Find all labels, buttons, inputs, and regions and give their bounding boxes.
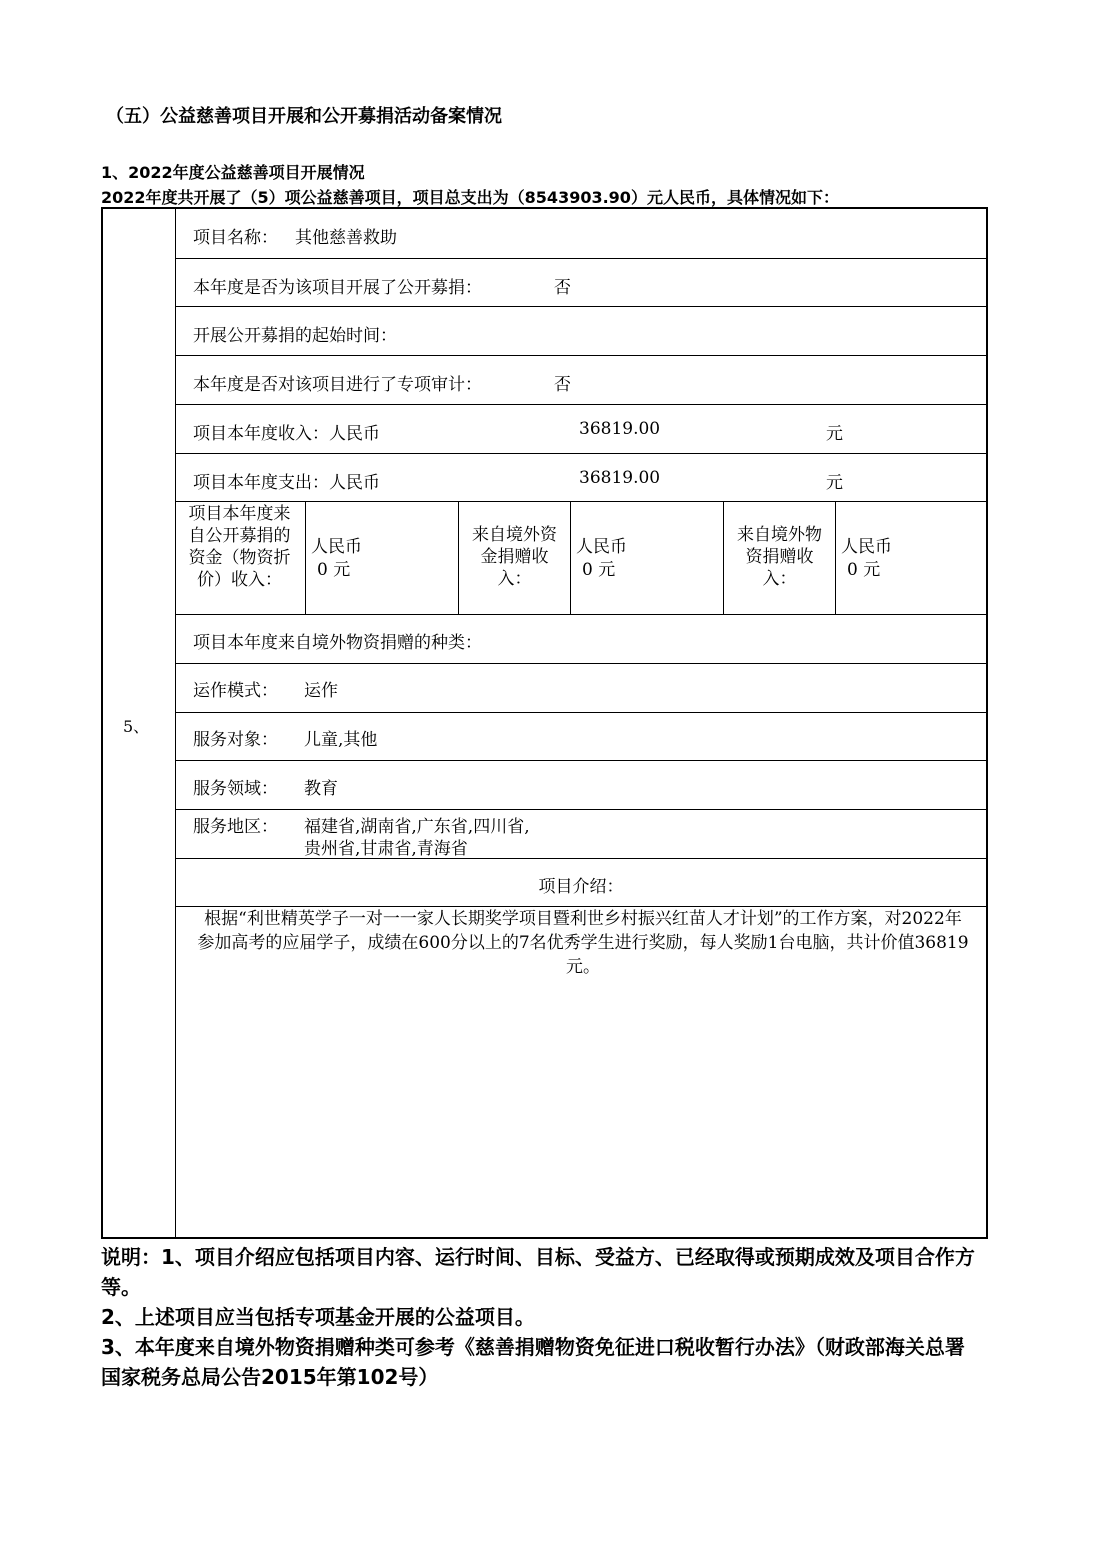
index-column	[103, 209, 176, 1237]
row-service-region	[176, 810, 986, 859]
row-public-fundraising	[176, 259, 986, 307]
funding-foreign-cash-label-cell	[459, 502, 571, 614]
special-audit-label: 本年度是否对该项目进行了专项审计：	[193, 375, 482, 395]
sub-title: 1、2022年度公益慈善项目开展情况	[101, 163, 365, 182]
funding-foreign-cash-value-cell	[571, 502, 724, 614]
note-2: 2、上述项目应当包括专项基金开展的公益项目。	[101, 1305, 535, 1329]
expense-unit: 元	[826, 473, 843, 493]
intro-text: 根据“利世精英学子一对一一家人长期奖学项目暨利世乡村振兴红苗人才计划”的工作方案，对2022年参加高考的应届学子，成绩在600分以上的7名优秀学生进行奖励，每人奖励1台电脑，共计价值36819元。	[197, 909, 969, 977]
service-field-value: 教育	[304, 779, 338, 799]
funding-foreign-cash-currency: 人民币	[576, 537, 627, 557]
funding-foreign-goods-value-cell	[836, 502, 986, 614]
income-value: 36819.00	[579, 419, 661, 439]
special-audit-value: 否	[554, 375, 571, 395]
operation-mode-label: 运作模式：	[193, 681, 278, 701]
funding-foreign-goods-label: 来自境外物资捐赠收入：	[737, 525, 822, 589]
row-expense	[176, 454, 986, 502]
funding-public-label: 项目本年度来自公开募捐的资金（物资折价）收入：	[188, 504, 291, 590]
row-special-audit	[176, 356, 986, 405]
row-operation-mode	[176, 664, 986, 713]
public-fundraising-value: 否	[554, 278, 571, 298]
row-income	[176, 405, 986, 454]
row-funding	[176, 502, 986, 615]
foreign-goods-label: 项目本年度来自境外物资捐赠的种类：	[193, 633, 482, 653]
funding-public-label-cell	[176, 502, 306, 614]
funding-foreign-goods-amount: 0 元	[847, 560, 881, 580]
notes	[101, 1242, 991, 1392]
row-fundraising-start	[176, 307, 986, 356]
operation-mode-value: 运作	[304, 681, 338, 701]
funding-public-amount: 0 元	[317, 560, 351, 580]
funding-foreign-goods-label-cell	[724, 502, 836, 614]
row-service-field	[176, 761, 986, 810]
service-region-line1: 福建省,湖南省,广东省,四川省,	[304, 817, 530, 837]
expense-label: 项目本年度支出：人民币	[193, 473, 380, 493]
row-project-name	[176, 209, 986, 259]
row-intro-body	[176, 907, 986, 1237]
funding-public-value-cell	[306, 502, 459, 614]
funding-foreign-cash-amount: 0 元	[582, 560, 616, 580]
fundraising-start-label: 开展公开募捐的起始时间：	[193, 326, 397, 346]
project-name: 其他慈善救助	[295, 228, 397, 248]
public-fundraising-label: 本年度是否为该项目开展了公开募捐：	[193, 278, 482, 298]
income-unit: 元	[826, 424, 843, 444]
summary-line: 2022年度共开展了（5）项公益慈善项目，项目总支出为（8543903.90）元人民币，具体情况如下：	[101, 188, 839, 207]
note-3: 3、本年度来自境外物资捐赠种类可参考《慈善捐赠物资免征进口税收暂行办法》（财政部海关总署 国家税务总局公告2015年第102号）	[101, 1335, 965, 1389]
service-field-label: 服务领域：	[193, 779, 278, 799]
section-title: （五）公益慈善项目开展和公开募捐活动备案情况	[106, 106, 502, 127]
intro-label: 项目介绍：	[538, 877, 624, 897]
project-index: 5、	[123, 717, 150, 736]
funding-foreign-cash-label: 来自境外资金捐赠收入：	[472, 525, 557, 589]
note-1: 说明：1、项目介绍应包括项目内容、运行时间、目标、受益方、已经取得或预期成效及项目合作方等。	[101, 1245, 975, 1299]
row-intro-heading	[176, 859, 986, 907]
project-table	[101, 207, 988, 1239]
service-region-label: 服务地区：	[193, 817, 278, 837]
expense-value: 36819.00	[579, 468, 661, 488]
funding-foreign-goods-currency: 人民币	[841, 537, 892, 557]
row-foreign-goods-type	[176, 615, 986, 664]
funding-public-currency: 人民币	[311, 537, 362, 557]
name-label: 项目名称：	[193, 228, 278, 248]
row-service-target	[176, 713, 986, 761]
income-label: 项目本年度收入：人民币	[193, 424, 380, 444]
service-region-line2: 贵州省,甘肃省,青海省	[304, 839, 468, 859]
service-target-value: 儿童,其他	[304, 730, 378, 750]
service-target-label: 服务对象：	[193, 730, 278, 750]
